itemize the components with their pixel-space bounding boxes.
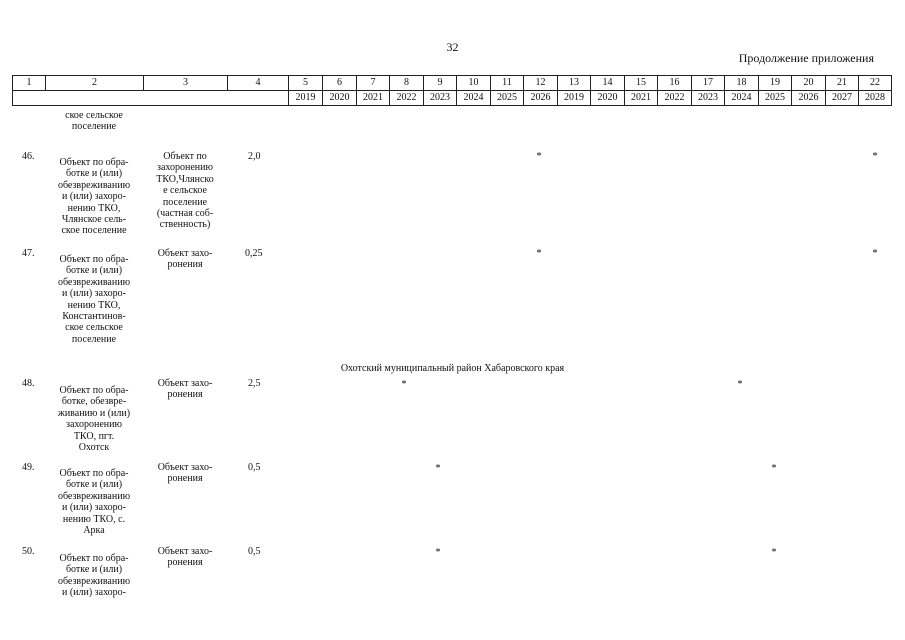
page-number: 32 (446, 40, 459, 54)
row-number: 46. (22, 151, 35, 162)
schedule-mark: * (401, 379, 407, 390)
column-number-row (13, 76, 892, 91)
capacity-value: 0,25 (245, 248, 263, 259)
row-number: 47. (22, 248, 35, 259)
col-number: 3 (144, 76, 228, 91)
col-number: 12 (524, 76, 558, 91)
object-name: Объект по обра- ботке и (или) обезвреживанию и (или) захоро- (57, 553, 131, 599)
year-cell: 2028 (859, 91, 892, 106)
year-cell: 2020 (323, 91, 357, 106)
year-cell: 2022 (658, 91, 692, 106)
capacity-value: 0,5 (248, 546, 261, 557)
col-number: 18 (725, 76, 759, 91)
schedule-mark: * (872, 248, 878, 259)
schedule-mark: * (771, 547, 777, 558)
carryover-text: ское сельское поселение (65, 110, 123, 133)
capacity-value: 0,5 (248, 462, 261, 473)
col-number: 21 (826, 76, 859, 91)
col-number: 9 (424, 76, 457, 91)
col-number: 10 (457, 76, 491, 91)
col-number: 22 (859, 76, 892, 91)
region-heading: Охотский муниципальный район Хабаровского края (340, 363, 565, 374)
col-number: 6 (323, 76, 357, 91)
object-type: Объект захо- ронения (157, 248, 213, 271)
col-number: 8 (390, 76, 424, 91)
schedule-mark: * (872, 151, 878, 162)
year-row (13, 91, 892, 106)
schedule-mark: * (435, 547, 441, 558)
year-cell: 2026 (792, 91, 826, 106)
col-number: 4 (228, 76, 289, 91)
schedule-mark: * (771, 463, 777, 474)
col-number: 15 (625, 76, 658, 91)
continuation-label: Продолжение приложения (738, 51, 874, 65)
col-number: 5 (289, 76, 323, 91)
year-cell: 2019 (289, 91, 323, 106)
year-cell: 2023 (424, 91, 457, 106)
object-name: Объект по обра- ботке и (или) обезвреживанию и (или) захоро- нению ТКО, с. Арка (57, 468, 131, 537)
col-number: 11 (491, 76, 524, 91)
col-number: 20 (792, 76, 826, 91)
year-cell: 2021 (625, 91, 658, 106)
col-number: 14 (591, 76, 625, 91)
row-number: 48. (22, 378, 35, 389)
col-number: 2 (46, 76, 144, 91)
object-type: Объект захо- ронения (157, 378, 213, 401)
year-cell: 2026 (524, 91, 558, 106)
col-number: 1 (13, 76, 46, 91)
col-number: 13 (558, 76, 591, 91)
year-cell: 2023 (692, 91, 725, 106)
col-number: 7 (357, 76, 390, 91)
year-cell: 2025 (759, 91, 792, 106)
row-number: 50. (22, 546, 35, 557)
year-cell: 2027 (826, 91, 859, 106)
schedule-mark: * (737, 379, 743, 390)
year-cell: 2020 (591, 91, 625, 106)
year-cell: 2022 (390, 91, 424, 106)
year-cell: 2024 (457, 91, 491, 106)
row-number: 49. (22, 462, 35, 473)
object-type: Объект по захоронению ТКО,Члянско е сельское поселение (частная соб- ственность) (156, 151, 214, 231)
object-type: Объект захо- ронения (157, 462, 213, 485)
col-number: 16 (658, 76, 692, 91)
object-name: Объект по обра- ботке, обезвре- живанию и (или) захоронению ТКО, пгт. Охотск (57, 385, 131, 454)
object-type: Объект захо- ронения (157, 546, 213, 569)
year-cell: 2021 (357, 91, 390, 106)
capacity-value: 2,0 (248, 151, 261, 162)
object-name: Объект по обра- ботке и (или) обезвреживанию и (или) захоро- нению ТКО, Константинов- ское сельское поселение (57, 254, 131, 345)
table-header (12, 75, 892, 106)
col-number: 17 (692, 76, 725, 91)
schedule-mark: * (536, 151, 542, 162)
schedule-mark: * (536, 248, 542, 259)
object-name: Объект по обра- ботке и (или) обезвреживанию и (или) захоро- нению ТКО, Члянское сель- ское поселение (57, 157, 131, 237)
schedule-mark: * (435, 463, 441, 474)
year-cell: 2024 (725, 91, 759, 106)
col-number: 19 (759, 76, 792, 91)
year-cell: 2019 (558, 91, 591, 106)
year-row-blank (13, 91, 289, 106)
capacity-value: 2,5 (248, 378, 261, 389)
year-cell: 2025 (491, 91, 524, 106)
